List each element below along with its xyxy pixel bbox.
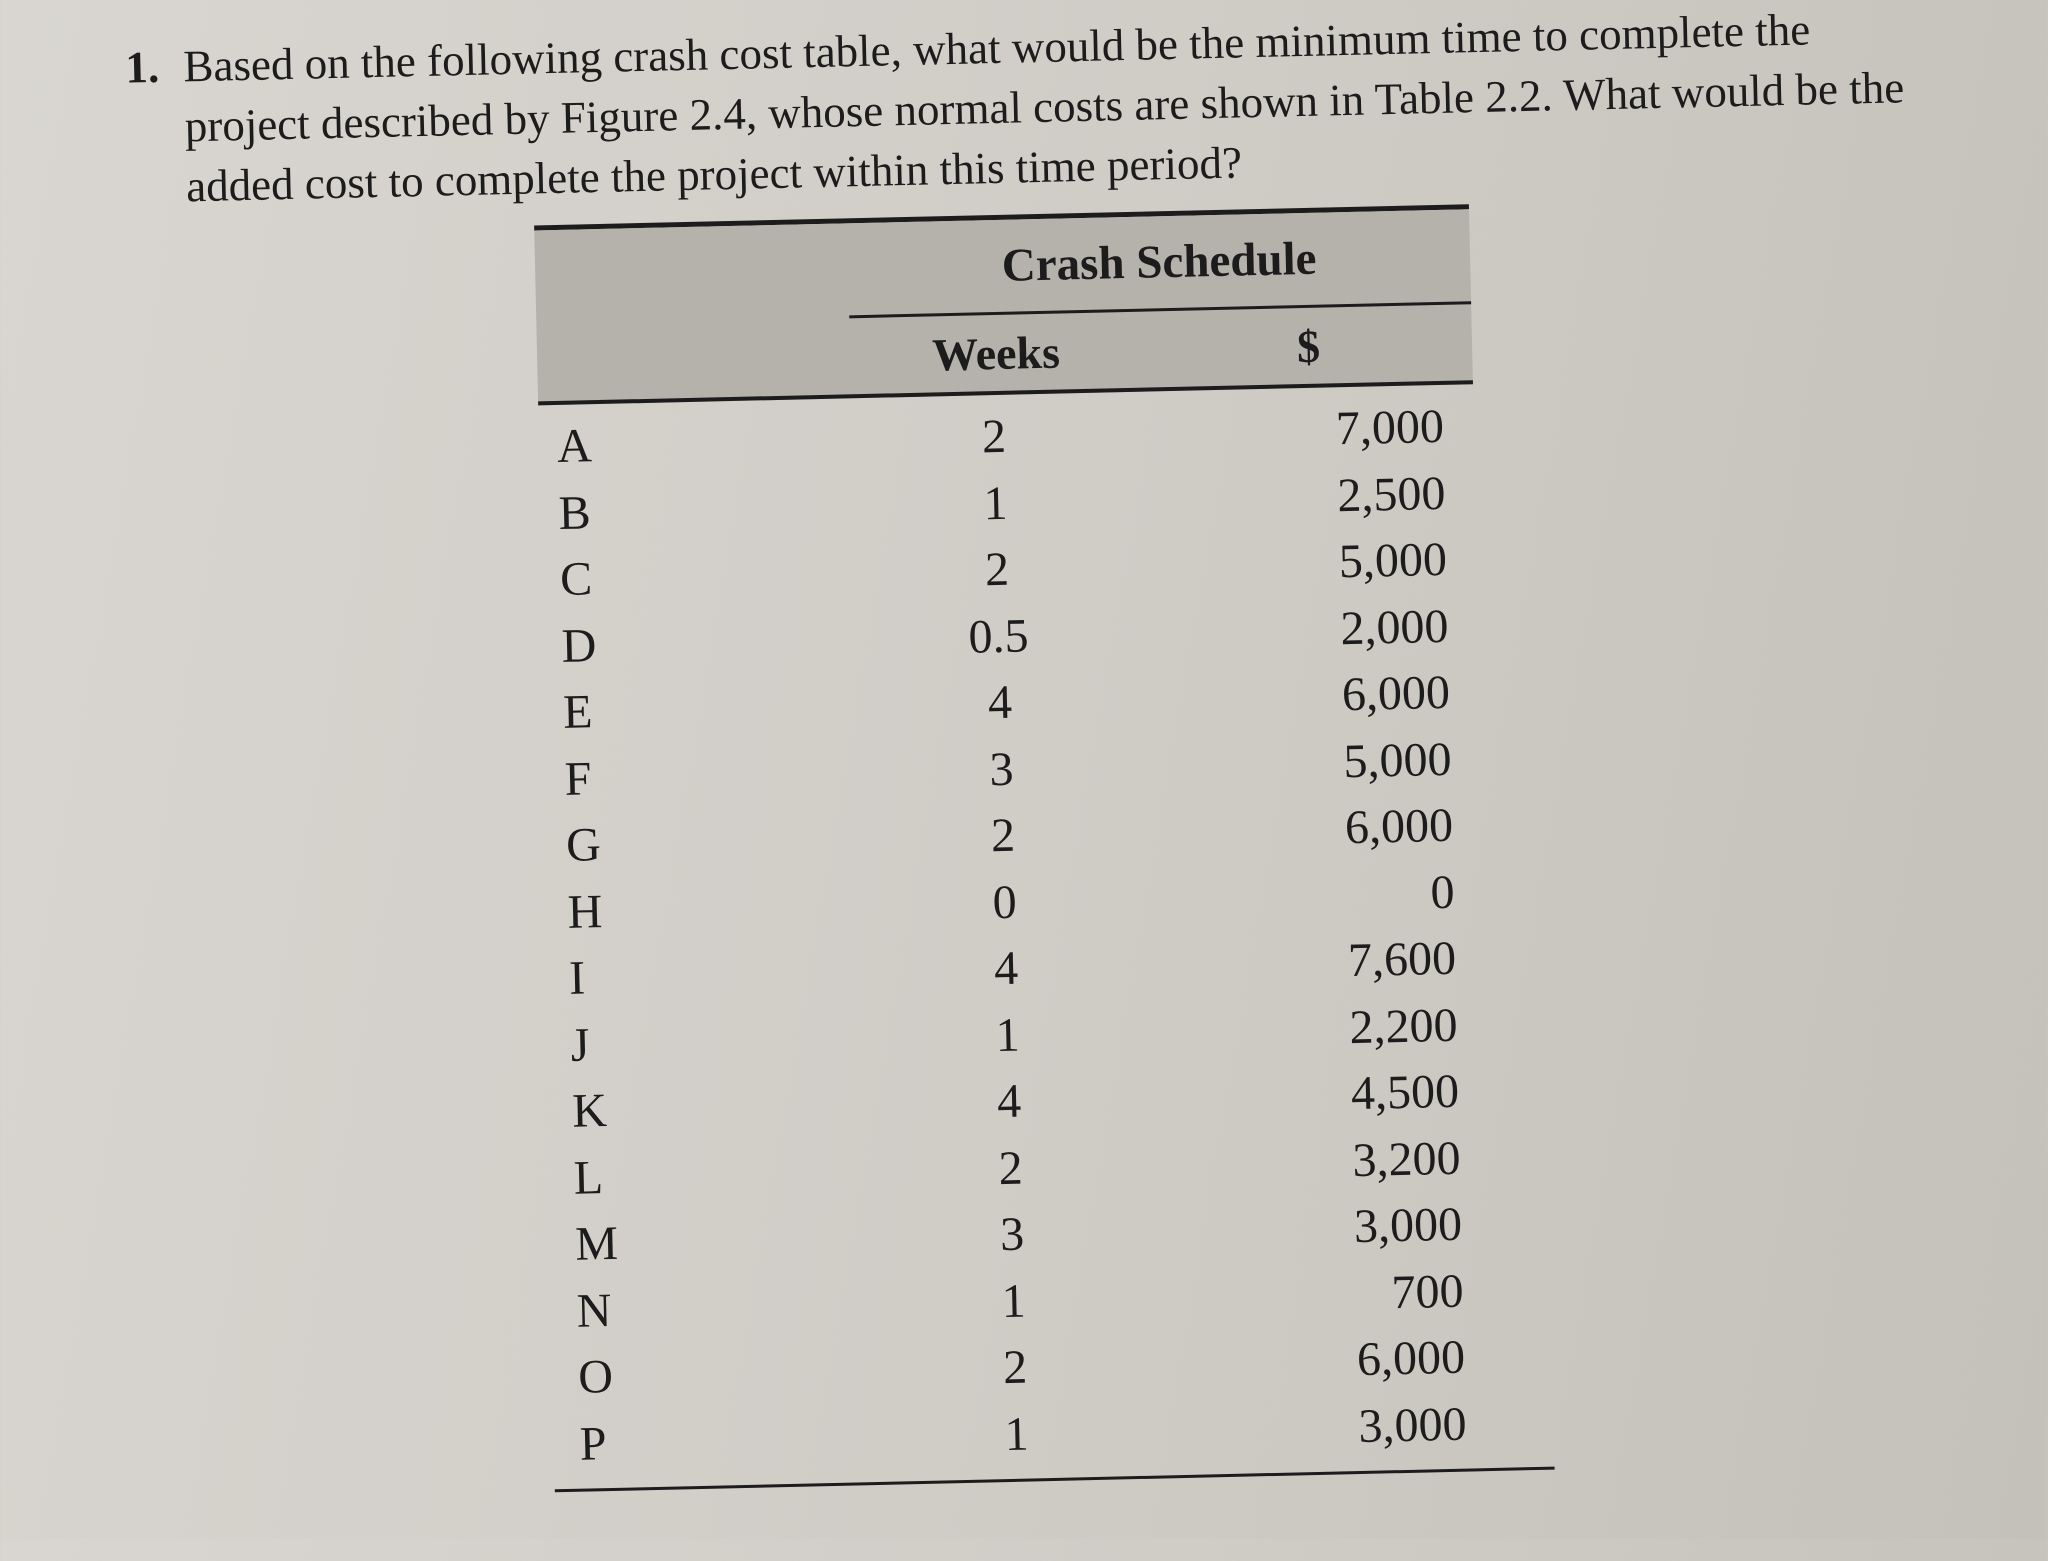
crash-cost-value: 7,600 [1347, 931, 1457, 988]
crash-cost-value: 3,000 [1353, 1197, 1463, 1254]
crash-weeks-value: 2 [984, 542, 1010, 597]
crash-weeks-value: 1 [982, 476, 1009, 530]
column-header-cost: $ [1296, 320, 1321, 373]
table-body [538, 384, 1497, 1477]
activity-label: P [579, 1416, 608, 1471]
crash-cost-value: 6,000 [1344, 798, 1454, 855]
activity-label: K [571, 1084, 608, 1138]
crash-weeks-value: 0.5 [967, 608, 1030, 664]
activity-label: L [573, 1150, 604, 1205]
activity-label: H [567, 884, 603, 939]
activity-label: E [562, 685, 594, 739]
activity-label: A [556, 419, 593, 473]
crash-cost-value: 5,000 [1338, 532, 1448, 589]
activity-label: D [561, 618, 597, 673]
crash-weeks-value: 3 [999, 1207, 1025, 1262]
crash-weeks-value: 0 [991, 875, 1018, 929]
crash-cost-value: 2,000 [1339, 599, 1450, 655]
activity-label: C [559, 552, 593, 606]
activity-label: B [558, 485, 592, 540]
activity-label: F [564, 751, 592, 806]
crash-cost-value: 6,000 [1356, 1330, 1466, 1387]
crash-cost-value: 2,500 [1336, 466, 1447, 522]
crash-weeks-value: 2 [981, 409, 1007, 464]
exercise-question [125, 0, 1929, 218]
crash-weeks-value: 4 [993, 941, 1019, 996]
crash-cost-value: 2,200 [1348, 998, 1459, 1054]
activity-label: G [565, 818, 602, 872]
crash-cost-value: 4,500 [1350, 1064, 1460, 1121]
question-number: 1. [124, 41, 160, 93]
crash-cost-table [534, 204, 1498, 1492]
crash-cost-value: 3,000 [1357, 1397, 1468, 1453]
crash-weeks-value: 1 [1004, 1407, 1030, 1461]
crash-weeks-value: 4 [987, 675, 1013, 730]
column-header-weeks: Weeks [931, 326, 1061, 381]
crash-weeks-value: 1 [995, 1008, 1021, 1062]
crash-weeks-value: 1 [1001, 1274, 1027, 1328]
crash-weeks-value: 3 [988, 742, 1015, 796]
crash-weeks-value: 2 [1002, 1340, 1028, 1395]
activity-label: O [577, 1349, 614, 1404]
question-text: Based on the following crash cost table, what would be the minimum time to complete the project described by Figure 2.4, whose normal costs are shown in Table 2.2. What would be the added cost to complete the project within this time period? [182, 4, 1905, 212]
crash-cost-value: 6,000 [1341, 665, 1451, 722]
crash-cost-value: 5,000 [1342, 732, 1453, 788]
activity-label: I [568, 951, 586, 1005]
activity-label: N [576, 1283, 613, 1338]
crash-cost-value: 7,000 [1335, 399, 1445, 456]
crash-weeks-value: 4 [996, 1074, 1022, 1129]
crash-cost-value: 0 [1429, 865, 1456, 919]
activity-label: M [574, 1216, 619, 1271]
table-title: Crash Schedule [847, 209, 1471, 318]
activity-label: J [570, 1017, 590, 1072]
table-header [534, 209, 1473, 405]
crash-cost-value: 700 [1390, 1264, 1465, 1319]
crash-weeks-value: 2 [990, 808, 1016, 863]
crash-weeks-value: 2 [998, 1141, 1024, 1195]
crash-cost-value: 3,200 [1351, 1131, 1462, 1187]
